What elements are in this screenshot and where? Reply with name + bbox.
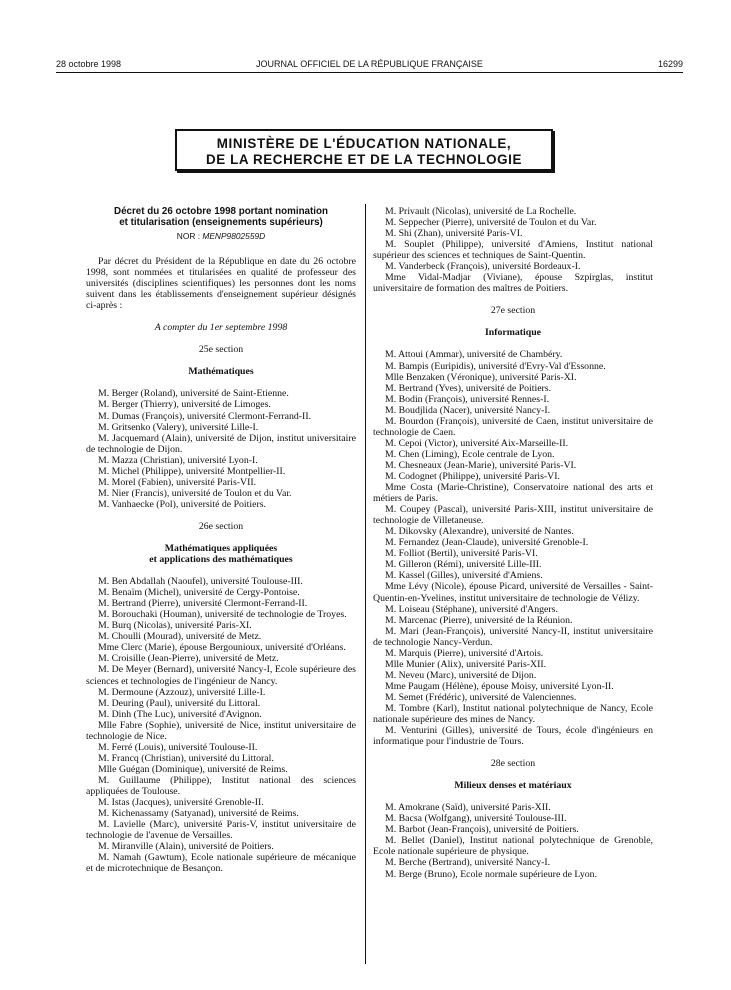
nomination-entry: M. Gilleron (Rémi), université Lille-III. [385,559,542,571]
page-header [56,59,683,71]
nomination-entry: M. Bourdon (François), université de Caen, institut universitaire de technologie de Caen. [373,415,653,438]
nomination-entry: Mme Vidal-Madjar (Viviane), épouse Szpirglas, institut universitaire de formation des maîtres de Poitiers. [373,272,653,295]
nomination-entry: M. Nier (Francis), université de Toulon et du Var. [98,487,292,499]
nomination-entry: M. Namah (Gawtum), Ecole nationale supérieure de mécanique et de microtechnique de Besançon. [86,852,356,875]
nomination-entry: Mme Paugam (Hélène), épouse Moisy, université Lyon-II. [385,680,614,692]
nomination-entry: Mme Costa (Marie-Christine), Conservatoire national des arts et métiers de Paris. [373,482,653,505]
nor-code: MENP9802559D [202,231,266,241]
nomination-entry: Mlle Guégan (Dominique), université de Reims. [98,763,288,775]
nomination-entry: M. Berger (Roland), université de Saint-Etienne. [98,388,289,400]
nomination-entry: M. Cepoi (Victor), université Aix-Marseille-II. [385,437,569,449]
nomination-entry: M. Bertrand (Pierre), université Clermont-Ferrand-II. [98,598,308,610]
nomination-entry: M. Mazza (Christian), université Lyon-I. [98,454,258,466]
nomination-entry: M. Bampis (Euripidis), université d'Evry-Val d'Essonne. [385,360,606,372]
nomination-entry: M. Miranville (Alain), université de Poitiers. [98,841,274,853]
nomination-entry: M. Michel (Philippe), université Montpellier-II. [98,465,286,477]
section-subject-27: Informatique [484,327,542,339]
section-label-26: 26e section [198,520,244,532]
nomination-entry: M. Semet (Frédéric), université de Valenciennes. [385,691,577,703]
nomination-entry: M. Berger (Thierry), université de Limoges. [98,399,271,411]
nomination-entry: M. Seppecher (Pierre), université de Toulon et du Var. [385,217,597,229]
section-subject-26-line-1: Mathématiques appliquées [164,542,278,554]
entry-list-28 [373,802,653,879]
nomination-entry: Mlle Fabre (Sophie), université de Nice, institut universitaire de technologie de Nice. [86,719,356,742]
nomination-entry: M. Gritsenko (Valery), université Lille-I. [98,421,259,433]
decree-intro: Par décret du Président de la République en date du 26 octobre 1998, sont nommées et titularisées en qualité de professeur des universités (disciplines scientifiques) les personnes dont les noms suivent dans les établissements d'enseignement supérieur désignés ci-après : [86,256,356,312]
ministry-line-2: DE LA RECHERCHE ET DE LA TECHNOLOGIE [206,152,522,167]
nomination-entry: M. Morel (Fabien), université Paris-VII. [98,476,257,488]
nomination-entry: M. Vanhaecke (Pol), université de Poitiers. [98,498,266,510]
nomination-entry: M. Marquis (Pierre), université d'Artois. [385,647,544,659]
nomination-entry: M. De Meyer (Bernard), université Nancy-I, Ecole supérieure des sciences et technologies de l'ingénieur de Nancy. [86,664,356,687]
entry-list-26a [86,576,356,874]
nomination-entry: M. Lavielle (Marc), université Paris-V, institut universitaire de technologie de l'avenue de Versailles. [86,819,356,842]
nomination-entry: M. Privault (Nicolas), université de La Rochelle. [385,206,577,217]
nomination-entry: Mme Clerc (Marie), épouse Bergounioux, université d'Orléans. [98,642,346,654]
section-subject-26-line-2: et applications des mathématiques [149,554,293,566]
section-label-28: 28e section [490,758,536,770]
nomination-entry: M. Burq (Nicolas), université Paris-XI. [98,620,252,632]
nomination-entry: Mlle Munier (Alix), université Paris-XII. [385,658,547,670]
nomination-entry: M. Choulli (Mourad), université de Metz. [98,631,262,643]
ministry-line-1: MINISTÈRE DE L'ÉDUCATION NATIONALE, [216,136,512,151]
right-column [373,206,653,880]
nomination-entry: M. Coupey (Pascal), université Paris-XIII, institut universitaire de technologie de Villetaneuse. [373,504,653,527]
nomination-entry: M. Amokrane (Saïd), université Paris-XII. [385,802,551,814]
section-label-27: 27e section [490,305,536,317]
nomination-entry: M. Marcenac (Pierre), université de la Réunion. [385,614,573,626]
header-rule [56,72,683,73]
header-journal: JOURNAL OFFICIEL DE LA RÉPUBLIQUE FRANÇAISE [256,59,483,69]
nomination-entry: M. Kichenassamy (Satyanad), université de Reims. [98,808,299,820]
header-page-number: 16299 [657,59,683,69]
ministry-box [175,129,553,171]
nomination-entry: M. Attoui (Ammar), université de Chambéry. [385,349,563,361]
nomination-entry: M. Dinh (The Luc), université d'Avignon. [98,708,262,720]
nomination-entry: M. Benaïm (Michel), université de Cergy-Pontoise. [98,587,300,599]
entry-list-26b [373,206,653,294]
nomination-entry: M. Vanderbeck (François), université Bordeaux-I. [385,261,581,273]
nomination-entry: Mme Lévy (Nicole), épouse Picard, université de Versailles - Saint-Quentin-en-Yvelines, institut universitaire de technologie de Vélizy. [373,581,653,604]
nomination-entry: M. Tombre (Karl), Institut national polytechnique de Nancy, Ecole nationale supérieure des mines de Nancy. [373,702,653,726]
nomination-entry: M. Fernandez (Jean-Claude), université Grenoble-I. [385,537,589,549]
nomination-entry: M. Codognet (Philippe), université Paris-VI. [385,470,560,482]
nomination-entry: M. Berche (Bertrand), université Nancy-I. [385,857,551,869]
nomination-entry: M. Ben Abdallah (Naoufel), université Toulouse-III. [98,576,303,588]
nomination-entry: M. Neveu (Marc), université de Dijon. [385,669,537,681]
nomination-entry: M. Kassel (Gilles), université d'Amiens. [385,570,543,582]
column-divider [365,204,366,964]
nomination-entry: M. Guillaume (Philippe), Institut national des sciences appliquées de Toulouse. [86,774,356,797]
nomination-entry: M. Dumas (François), université Clermont-Ferrand-II. [98,410,312,422]
section-subject-28: Milieux denses et matériaux [454,780,572,792]
nomination-entry: M. Barbot (Jean-François), université de Poitiers. [385,824,579,836]
nomination-entry: M. Jacquemard (Alain), université de Dijon, institut universitaire de technologie de Dijon. [86,432,356,455]
nor-reference [86,231,356,242]
section-subject-25: Mathématiques [188,366,254,378]
entry-list-25 [86,388,356,510]
nomination-entry: M. Loiseau (Stéphane), université d'Angers. [385,603,558,615]
nomination-entry: M. Venturini (Gilles), université de Tours, école d'ingénieurs en informatique pour l'industrie de Tours. [373,725,653,748]
nor-label: NOR : [176,231,203,241]
nomination-entry: M. Deuring (Paul), université du Littoral. [98,697,261,709]
nomination-entry: M. Folliot (Bertil), université Paris-VI. [385,548,538,560]
nomination-entry: M. Borouchaki (Houman), université de technologie de Troyes. [98,609,347,621]
nomination-entry: M. Souplet (Philippe), université d'Amiens, Institut national supérieur des sciences et techniques de Saint-Quentin. [373,239,653,262]
entry-list-27 [373,349,653,747]
effective-date: A compter du 1er septembre 1998 [154,322,288,334]
nomination-entry: M. Istas (Jacques), université Grenoble-II. [98,797,264,809]
nomination-entry: M. Bodin (François), université Rennes-I. [385,393,550,405]
nomination-entry: M. Berge (Bruno), Ecole normale supérieure de Lyon. [385,868,598,880]
nomination-entry: M. Bacsa (Wolfgang), université Toulouse-III. [385,813,567,825]
nomination-entry: Mlle Benzaken (Véronique), université Paris-XI. [385,371,577,383]
nomination-entry: M. Boudjlida (Nacer), université Nancy-I. [385,404,551,416]
nomination-entry: M. Francq (Christian), université du Littoral. [98,752,274,764]
nomination-entry: M. Dikovsky (Alexandre), université de Nantes. [385,526,574,538]
nomination-entry: M. Dermoune (Azzouz), université Lille-I. [98,686,266,698]
section-label-25: 25e section [198,344,244,356]
nomination-entry: M. Shi (Zhan), université Paris-VI. [385,228,523,240]
nomination-entry: M. Chen (Liming), Ecole centrale de Lyon. [385,448,555,460]
nomination-entry: M. Chesneaux (Jean-Marie), université Paris-VI. [385,459,577,471]
nomination-entry: M. Croisille (Jean-Pierre), université de Metz. [98,653,279,665]
nomination-entry: M. Bertrand (Yves), université de Poitiers. [385,382,552,394]
decree-title-2: et titularisation (enseignements supérieurs) [119,217,323,228]
nomination-entry: M. Mari (Jean-François), université Nancy-II, institut universitaire de technologie Nancy-Verdun. [373,625,653,648]
nomination-entry: M. Ferré (Louis), université Toulouse-II. [98,741,258,753]
left-column [86,206,356,874]
nomination-entry: M. Bellet (Daniel), Institut national polytechnique de Grenoble, Ecole nationale supérieure de physique. [373,835,653,858]
header-date: 28 octobre 1998 [56,59,122,69]
decree-title-1: Décret du 26 octobre 1998 portant nomination [114,206,328,217]
